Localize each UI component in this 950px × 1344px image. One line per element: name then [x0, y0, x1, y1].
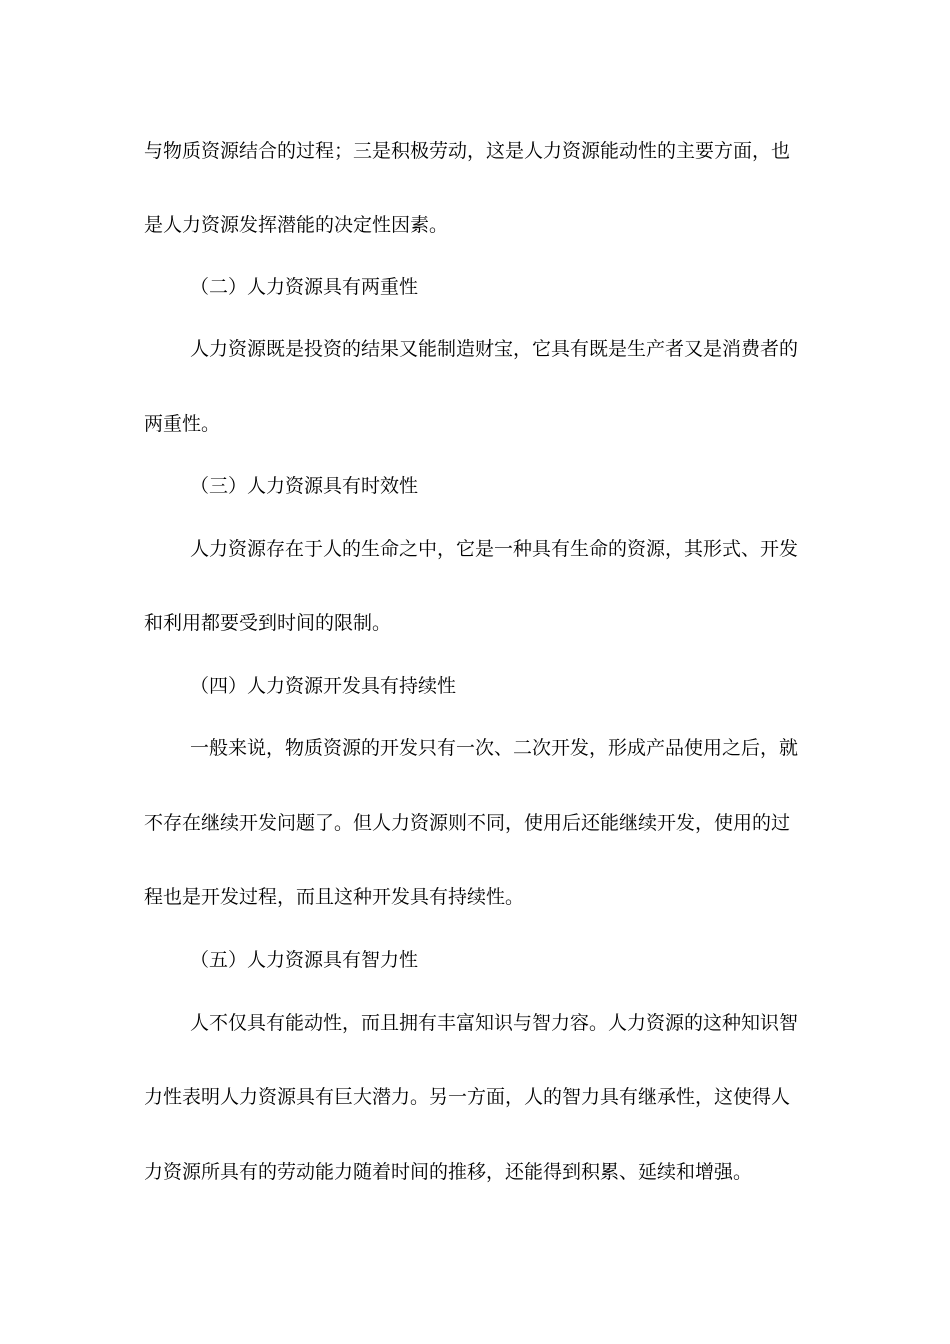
paragraph-4-line-1: 一般来说，物质资源的开发只有一次、二次开发，形成产品使用之后，就	[190, 737, 799, 759]
paragraph-4-line-2: 不存在继续开发问题了。但人力资源则不同，使用后还能继续开发，使用的过	[144, 812, 791, 834]
paragraph-1-line-2: 是人力资源发挥潜能的决定性因素。	[144, 214, 449, 236]
paragraph-2-line-1: 人力资源既是投资的结果又能制造财宝，它具有既是生产者又是消费者的	[190, 338, 799, 360]
paragraph-1-line-1: 与物质资源结合的过程；三是积极劳动，这是人力资源能动性的主要方面，也	[144, 140, 791, 162]
section-heading-5: （五）人力资源具有智力性	[190, 949, 419, 971]
paragraph-2-line-2: 两重性。	[144, 413, 221, 435]
section-heading-3: （三）人力资源具有时效性	[190, 475, 419, 497]
paragraph-3-line-2: 和利用都要受到时间的限制。	[144, 612, 392, 634]
section-heading-4: （四）人力资源开发具有持续性	[190, 675, 457, 697]
paragraph-5-line-2: 力性表明人力资源具有巨大潜力。另一方面，人的智力具有继承性，这使得人	[144, 1086, 791, 1108]
paragraph-5-line-3: 力资源所具有的劳动能力随着时间的推移，还能得到积累、延续和增强。	[144, 1161, 753, 1183]
paragraph-3-line-1: 人力资源存在于人的生命之中，它是一种具有生命的资源，其形式、开发	[190, 538, 799, 560]
section-heading-2: （二）人力资源具有两重性	[190, 276, 419, 298]
paragraph-5-line-1: 人不仅具有能动性，而且拥有丰富知识与智力容。人力资源的这种知识智	[190, 1012, 799, 1034]
paragraph-4-line-3: 程也是开发过程，而且这种开发具有持续性。	[144, 886, 525, 908]
